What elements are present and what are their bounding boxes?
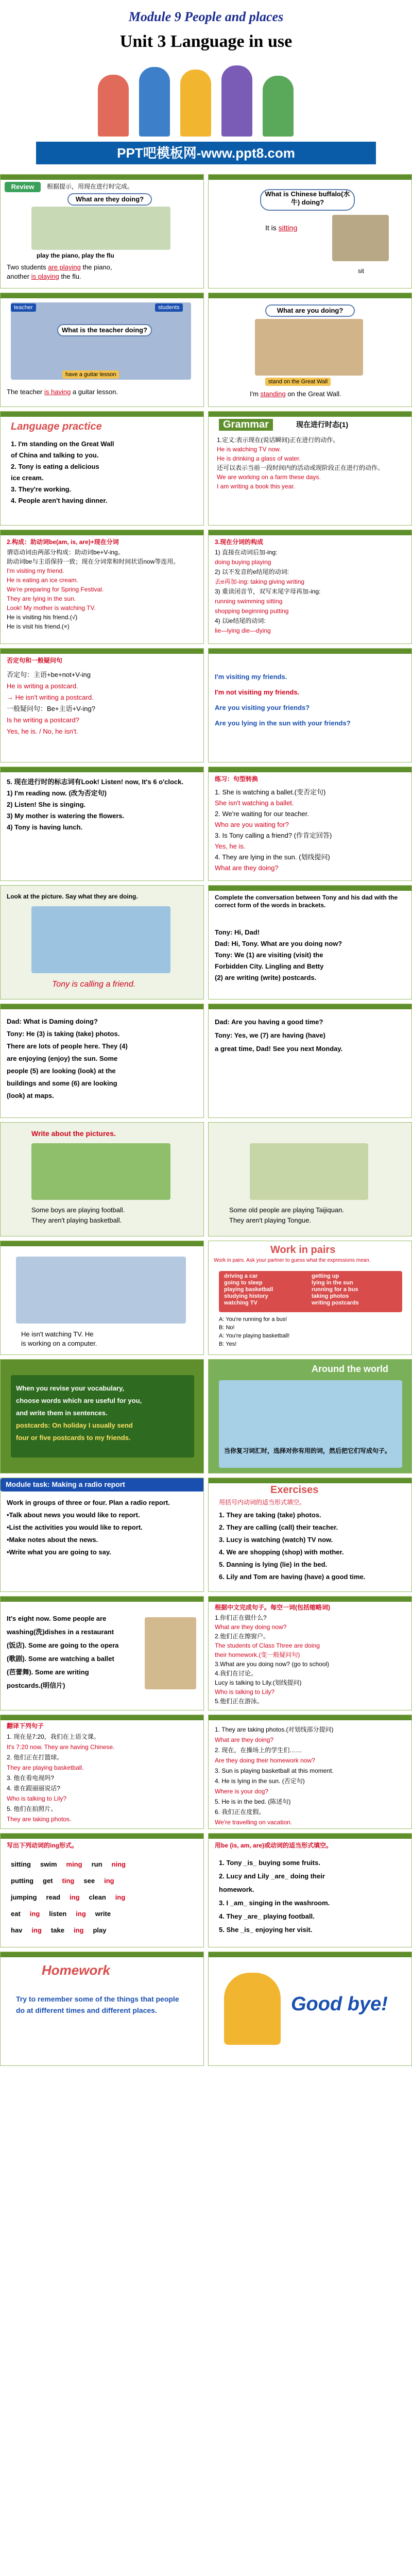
slide-review-4 <box>208 293 412 407</box>
kid-figure <box>180 70 211 137</box>
title-slide <box>0 0 412 155</box>
slide-bar <box>209 1952 411 1957</box>
tag-hint: stand on the Great Wall <box>265 378 331 386</box>
slide-bar <box>1 1834 203 1839</box>
slide-bar <box>209 1597 411 1602</box>
slide-bar <box>1 293 203 298</box>
slide-bar <box>1 1952 203 1957</box>
slide-row <box>0 885 412 999</box>
slide-body: 1) 直接在动词后加-ing: doing buying playing 2) 以不发音的e结尾的动词: 去e再加-ing: taking giving writing 3) 重读闭音节，双写末尾字母再加-ing: running swimming sitting shopping beginning putting 4) 以ie结尾的动词: lie—lying die—dying <box>215 549 321 634</box>
grammar-title: 现在进行时态(1) <box>296 420 349 429</box>
slide-bar <box>1 1004 203 1009</box>
piano-photo <box>31 207 170 250</box>
slide-row <box>0 1715 412 1829</box>
answer-line: I'm standing on the Great Wall. <box>250 390 341 398</box>
speech-bubble: What is the teacher doing? <box>57 324 152 336</box>
slide-body: I'm visiting my friends. I'm not visiting my friends. Are you visiting your friends? Are you lying in the sun with your friends? <box>215 673 351 727</box>
tag-students: students <box>155 303 183 312</box>
review-label: Review <box>5 182 41 192</box>
slide-head: Complete the conversation between Tony and his dad with the correct form of the words in brackets. <box>215 894 398 909</box>
slide-bar <box>209 293 411 298</box>
caption: They aren't playing Tongue. <box>229 1216 312 1224</box>
goodbye-text: Good bye! <box>291 1993 388 2015</box>
slide-rules <box>208 530 412 644</box>
unit-title: Unit 3 Language in use <box>119 32 293 51</box>
slide-language-practice <box>0 411 204 526</box>
slide-head: 用be (is, am, are)或动词的适当形式填空。 <box>215 1842 333 1849</box>
slide-body: Tony: Hi, Dad! Dad: Hi, Tony. What are you doing now? Tony: We (1) are visiting (visit) the Forbidden City. Lingling and Betty (2) are writing (write) postcards. <box>215 928 342 981</box>
slide-body: 1. 现在是7:20，我们在上语文课。 It's 7:20 now. They are having Chinese. 2. 他们正在打篮球。 They are playing basketball. 3. 他在看电视吗? 4. 谁在跟丽丽说话? Who is talking to Lily? 5. 他们在拍照片。 They are taking photos. <box>7 1733 115 1823</box>
slide-row <box>0 648 412 762</box>
answer-line: The teacher is having a guitar lesson. <box>7 388 118 396</box>
speech-bubble: What are you doing? <box>265 304 355 317</box>
slide-review-2 <box>208 174 412 289</box>
slide-translate-2 <box>208 1715 412 1829</box>
slide-bar <box>209 530 411 535</box>
slide-body: 1. Tony _is_ buying some fruits. 2. Lucy and Lily _are_ doing their homework. 3. I _am_ singing in the washroom. 4. They _are_ playing football. 5. She _is_ enjoying her visit. <box>219 1859 330 1934</box>
slide-look-picture <box>0 885 204 999</box>
slide-body: 否定句：主语+be+not+V-ing He is writing a postcard. → He isn't writing a postcard. 一般疑问句：Be+主语+V-ing? Is he writing a postcard? Yes, he is. / No, he isn't. <box>7 671 95 735</box>
slide-bar <box>209 767 411 772</box>
slide-row <box>0 1952 412 2066</box>
slide-bar <box>1 1597 203 1602</box>
slide-bar <box>1 412 203 417</box>
slide-row <box>0 1004 412 1118</box>
kid-figure <box>224 1973 281 2045</box>
answer-line: It is sitting <box>265 224 298 232</box>
slide-bar <box>209 1834 411 1839</box>
slide-review-3 <box>0 293 204 407</box>
speech-bubble: What is Chinese buffalo(水牛) doing? <box>260 189 355 211</box>
slide-bar <box>1 1715 203 1720</box>
slide-row <box>0 1359 412 1473</box>
slide-work-pairs <box>0 1241 204 1355</box>
slide-bar <box>209 1478 411 1483</box>
kid-figure <box>98 75 129 137</box>
kid-figure <box>139 67 170 137</box>
slide-bar <box>209 649 411 654</box>
slide-row <box>0 293 412 407</box>
slide-negative-2 <box>208 648 412 762</box>
slide-body: Work in groups of three or four. Plan a radio report. •Talk about news you would like to report. •List the activities you would like to report. •Make notes about the news. •Write what you are going to say. <box>7 1499 170 1556</box>
slide-fill-text <box>0 1596 204 1710</box>
module-title: Module 9 People and places <box>128 9 284 24</box>
slide-row <box>0 1596 412 1710</box>
phrase-list: driving a car getting up going to sleep lying in the sun playing basketball running for a bus studying history taking photos watching TV writing postcards <box>224 1273 359 1306</box>
slide-module-task <box>0 1478 204 1592</box>
slide-grammar <box>208 411 412 526</box>
slide-bar <box>1 649 203 654</box>
section-title: Homework <box>42 1962 110 1978</box>
kid-figure <box>221 65 252 137</box>
slide-conversation <box>208 885 412 999</box>
grammar-body: 1.定义:表示现在(说话瞬间)正在进行的动作。 He is watching TV now. He is drinking a glass of water. 还可以表示当前一段时间内的活动或现阶段正在进行的动作。 We are working on a farm these days. I am writing a book this year. <box>217 436 384 490</box>
slide-exercises <box>208 1478 412 1592</box>
slide-body: Dad: What is Daming doing? Tony: He (3) is taking (take) photos. There are lots of people here. They (4) are enjoying (enjoy) the sun. Some people (5) are looking (look) at the buildings and some (6) are looking (look) at maps. <box>7 1018 128 1099</box>
slide-row <box>0 1122 412 1236</box>
slide-ing-forms <box>0 1833 204 1947</box>
slide-head: 3.现在分词的构成 <box>215 538 264 546</box>
buffalo-photo <box>332 215 389 261</box>
answer-line: another is playing the flu. <box>7 273 81 280</box>
slide-head: Module task: Making a radio report <box>6 1480 125 1488</box>
question-head: 根据提示，用现在进行时完成。 <box>47 183 134 190</box>
section-title: Exercises <box>270 1484 319 1496</box>
hint: sit <box>358 267 364 275</box>
slide-body: 5. 现在进行时的标志词有Look! Listen! now, It's 6 o'clock. 1) I'm reading now. (改为否定句) 2) Listen! She is singing. 3) My mother is watering the flowers. 4) Tony is having lunch. <box>7 778 184 831</box>
slide-head: 否定句和一般疑问句 <box>7 657 63 664</box>
slide-bar <box>209 1715 411 1720</box>
slide-row <box>0 1478 412 1592</box>
slide-head: Work in pairs. Ask your partner to guess what the expressions mean. <box>214 1258 371 1263</box>
section-title: Work in pairs <box>270 1244 336 1256</box>
slide-body: 1. She is watching a ballet.(变否定句) She isn't watching a ballet. 2. We're waiting for our teacher. Who are you waiting for? 3. Is Tony calling a friend? (作肯定回答) Yes, he is. 4. They are lying in the sun. (划线提问) What are they doing? <box>215 788 332 872</box>
slide-review-1 <box>0 174 204 289</box>
slide-transform <box>208 767 412 881</box>
site-banner[interactable]: PPT吧模板网-www.ppt8.com <box>36 142 376 164</box>
section-title: Around the world <box>312 1364 388 1374</box>
slide-head: 写出下列动词的ing形式。 <box>7 1842 78 1849</box>
slide-bar <box>209 886 411 891</box>
answer-line: Two students are playing the piano, <box>7 263 112 271</box>
slide-translate <box>0 1715 204 1829</box>
slide-body: Try to remember some of the things that people do at different times and different places. <box>16 1995 179 2014</box>
slide-body: 谓语动词由两部分构成：助动词be+V-ing。 助动词be与主语保持一致；现在分词常和时间状语now等连用。 I'm visiting my friend. He is eating an ice cream. We're preparing for Spring Festival. They are lying in the sun. Look! My mother is watching TV. He is visiting his friend.(√) He is visit his friend.(×) <box>7 549 180 630</box>
slide-body: 1.你们正在做什么? What are they doing now? 2.他们正在擦窗户。 The students of Class Three are doing their homework.(变一般疑问句) 3.What are you doing now? (go to school) 4.我们在讨论。 Lucy is talking to Lily.(划线提问) Who is talking to Lily? 5.他们正在游泳。 <box>215 1614 330 1705</box>
slide-row <box>0 1241 412 1355</box>
ing-table: sitting swim ming run ning putting get ting see ing jumping read ing clean ing eat ing listen ing write hav ing take ing play <box>11 1860 126 1934</box>
slide-learning-tip <box>0 1359 204 1473</box>
slide-signal-words <box>0 767 204 881</box>
slide-head: Write about the pictures. <box>31 1129 116 1138</box>
speech-bubble: What are they doing? <box>67 193 152 206</box>
slide-bar <box>1 767 203 772</box>
slide-conversation-2 <box>0 1004 204 1118</box>
slide-body: 1. They are taking (take) photos. 2. They are calling (call) their teacher. 3. Lucy is watching (watch) TV now. 4. We are shopping (shop) with mother. 5. Danning is lying (lie) in the bed. 6. Lily and Tom are having (have) a good time. <box>219 1511 366 1581</box>
kids-illustration <box>98 59 314 137</box>
caption: They aren't playing basketball. <box>31 1216 122 1224</box>
caption: Some boys are playing football. <box>31 1206 125 1214</box>
slide-write-pictures <box>0 1122 204 1236</box>
slide-body: He isn't watching TV. He is working on a computer. <box>21 1330 97 1347</box>
slide-homework <box>0 1952 204 2066</box>
footer-spacer <box>0 2081 412 2576</box>
guitar-photo <box>11 302 191 380</box>
slide-body: 1. They are taking photos.(对划线部分提问) What are they doing? 2. 现在，在操场上的学生们…… Are they doing their homework now? 3. Sun is playing basketball at this moment. 4. He is lying in the sun. (否定句) Where is your dog? 5. He is in the bed. (陈述句) 6. 我们正在度假。 We're travelling on vacation. <box>215 1726 334 1826</box>
slide-row <box>0 411 412 526</box>
taijiquan-picture <box>250 1143 368 1200</box>
slide-bar <box>1 1241 203 1246</box>
slide-body: When you revise your vocabulary, choose words which are useful for you, and write them in sentences. postcards: On holiday I usually send four or five postcards to my friends. <box>16 1384 142 1442</box>
tag-teacher: teacher <box>11 303 36 312</box>
slide-body: It's eight now. Some people are washing(洗)dishes in a restaurant (饭店). Some are going to the opera (歌剧). Some are watching a ballet (芭蕾舞). Some are writing postcards.(明信片) <box>7 1615 119 1689</box>
tag-hint: have a guitar lesson <box>62 370 119 379</box>
slide-negative <box>0 648 204 762</box>
slide-head: 练习：句型转换 <box>215 775 259 783</box>
slide-body: Dad: Are you having a good time? Tony: Yes, we (7) are having (have) a great time, Dad! See you next Monday. <box>215 1018 343 1053</box>
section-title: Language practice <box>11 421 102 432</box>
slide-write-pictures-2 <box>208 1122 412 1236</box>
slide-head: 翻译下列句子 <box>7 1722 44 1730</box>
slide-form <box>0 530 204 644</box>
slide-row <box>0 530 412 644</box>
computer-picture <box>16 1257 186 1324</box>
slide-goodbye <box>208 1952 412 2066</box>
slide-bar <box>1 530 203 535</box>
caption: play the piano, play the flu <box>37 252 114 259</box>
slide-be-fill <box>208 1833 412 1947</box>
slide-around-world <box>208 1359 412 1473</box>
section-title: Grammar <box>219 419 273 431</box>
caption: Some old people are playing Taijiquan. <box>229 1206 345 1214</box>
slide-row <box>0 1833 412 1947</box>
slide-bar <box>209 412 411 417</box>
slide-body: A: You're running for a bus! B: No! A: You're playing basketball! B: Yes! <box>219 1316 290 1347</box>
practice-list: 1. I'm standing on the Great Wall of China and talking to you. 2. Tony is eating a delicious ice cream. 3. They're working. 4. People aren't having dinner. <box>11 440 114 504</box>
kid-figure <box>263 76 294 137</box>
football-picture <box>31 1143 170 1200</box>
slide-head: Look at the picture. Say what they are doing. <box>7 893 138 900</box>
slide-body: 当你复习词汇时，选择对你有用的词，然后把它们写成句子。 <box>224 1447 391 1454</box>
slide-bar <box>209 175 411 180</box>
restaurant-picture <box>145 1617 196 1689</box>
slide-bar <box>1 175 203 180</box>
slide-row <box>0 174 412 289</box>
slide-head: 2.构成：助动词be(am, is, are)+现在分词 <box>7 538 119 546</box>
slide-work-pairs-2 <box>208 1241 412 1355</box>
great-wall-photo <box>255 319 363 376</box>
slide-conversation-3 <box>208 1004 412 1118</box>
slide-head: 用括号内动词的适当形式填空。 <box>219 1499 306 1506</box>
slide-bar <box>209 1004 411 1009</box>
slide-head: 根据中文完成句子。每空一词(包括缩略词) <box>215 1604 330 1611</box>
phone-call-picture <box>31 906 170 973</box>
slide-row <box>0 767 412 881</box>
caption: Tony is calling a friend. <box>52 980 136 989</box>
slide-chinese-sentences <box>208 1596 412 1710</box>
